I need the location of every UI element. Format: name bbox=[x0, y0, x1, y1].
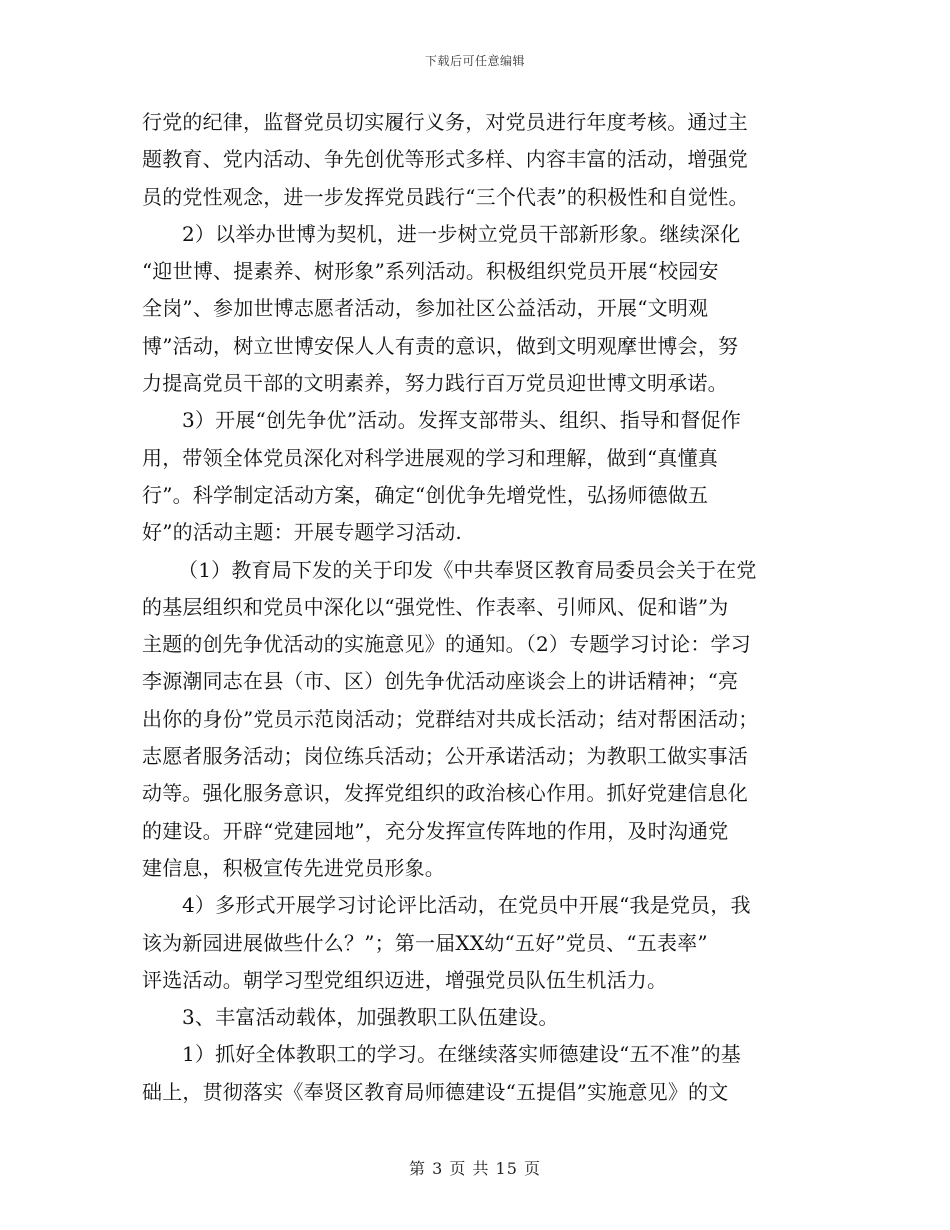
page-footer: 第 3 页 共 15 页 bbox=[409, 1159, 541, 1178]
text-line: 员的党性观念，进一步发挥党员践行“三个代表”的积极性和自觉性。 bbox=[142, 184, 749, 209]
text-line: 动等。强化服务意识，发挥党组织的政治核心作用。抓好党建信息化 bbox=[142, 781, 748, 806]
text-line: 4）多形式开展学习讨论评比活动，在党员中开展“我是党员，我 bbox=[182, 893, 751, 918]
text-line: 础上，贯彻落实《奉贤区教育局师德建设“五提倡”实施意见》的文 bbox=[142, 1079, 729, 1104]
text-line: 用，带领全体党员深化对科学进展观的学习和理解，做到“真懂真 bbox=[142, 445, 719, 470]
document-body bbox=[142, 104, 808, 1111]
text-line: 力提高党员干部的文明素养，努力践行百万党员迎世博文明承诺。 bbox=[142, 371, 728, 396]
text-line: 该为新园进展做些什么？”；第一届XX幼“五好”党员、“五表率” bbox=[142, 930, 708, 955]
text-line: 评选活动。朝学习型党组织迈进，增强党员队伍生机活力。 bbox=[142, 967, 668, 992]
text-line: 行党的纪律，监督党员切实履行义务，对党员进行年度考核。通过主 bbox=[142, 110, 748, 134]
text-line: 好”的活动主题：开展专题学习活动. bbox=[142, 520, 462, 545]
text-line: （1）教育局下发的关于印发《中共奉贤区教育局委员会关于在党 bbox=[178, 557, 757, 582]
text-line: 2）以举办世博为契机，进一步树立党员干部新形象。继续深化 bbox=[182, 221, 741, 246]
text-line: 建信息，积极宣传先进党员形象。 bbox=[142, 855, 445, 880]
text-line: 出你的身份”党员示范岗活动；党群结对共成长活动；结对帮困活动； bbox=[142, 706, 759, 731]
text-line: 的基层组织和党员中深化以“强党性、作表率、引师风、促和谐”为 bbox=[142, 594, 729, 619]
text-line: 李源潮同志在县（市、区）创先争优活动座谈会上的讲话精神；“亮 bbox=[142, 669, 739, 694]
text-line: 题教育、党内活动、争先创优等形式多样、内容丰富的活动，增强党 bbox=[142, 147, 748, 172]
text-line: 志愿者服务活动；岗位练兵活动；公开承诺活动；为教职工做实事活 bbox=[142, 744, 748, 769]
text-line: 3、丰富活动载体，加强教职工队伍建设。 bbox=[182, 1005, 559, 1030]
text-line: 主题的创先争优活动的实施意见》的通知。（2）专题学习讨论：学习 bbox=[142, 632, 751, 657]
text-line: 博”活动，树立世博安保人人有责的意识，做到文明观摩世博会，努 bbox=[142, 333, 739, 358]
text-line: “迎世博、提素养、树形象”系列活动。积极组织党员开展“校园安 bbox=[142, 259, 719, 284]
text-line: 行”。科学制定活动方案，确定“创优争先增党性，弘扬师德做五 bbox=[142, 482, 709, 507]
text-line: 全岗”、参加世博志愿者活动，参加社区公益活动，开展“文明观 bbox=[142, 296, 709, 321]
page-header: 下载后可任意编辑 bbox=[424, 54, 525, 68]
text-line: 的建设。开辟“党建园地”，充分发挥宣传阵地的作用，及时沟通党 bbox=[142, 818, 729, 843]
text-line: 1）抓好全体教职工的学习。在继续落实师德建设“五不准”的基 bbox=[182, 1042, 741, 1067]
text-line: 3）开展“创先争优”活动。发挥支部带头、组织、指导和督促作 bbox=[182, 408, 741, 433]
